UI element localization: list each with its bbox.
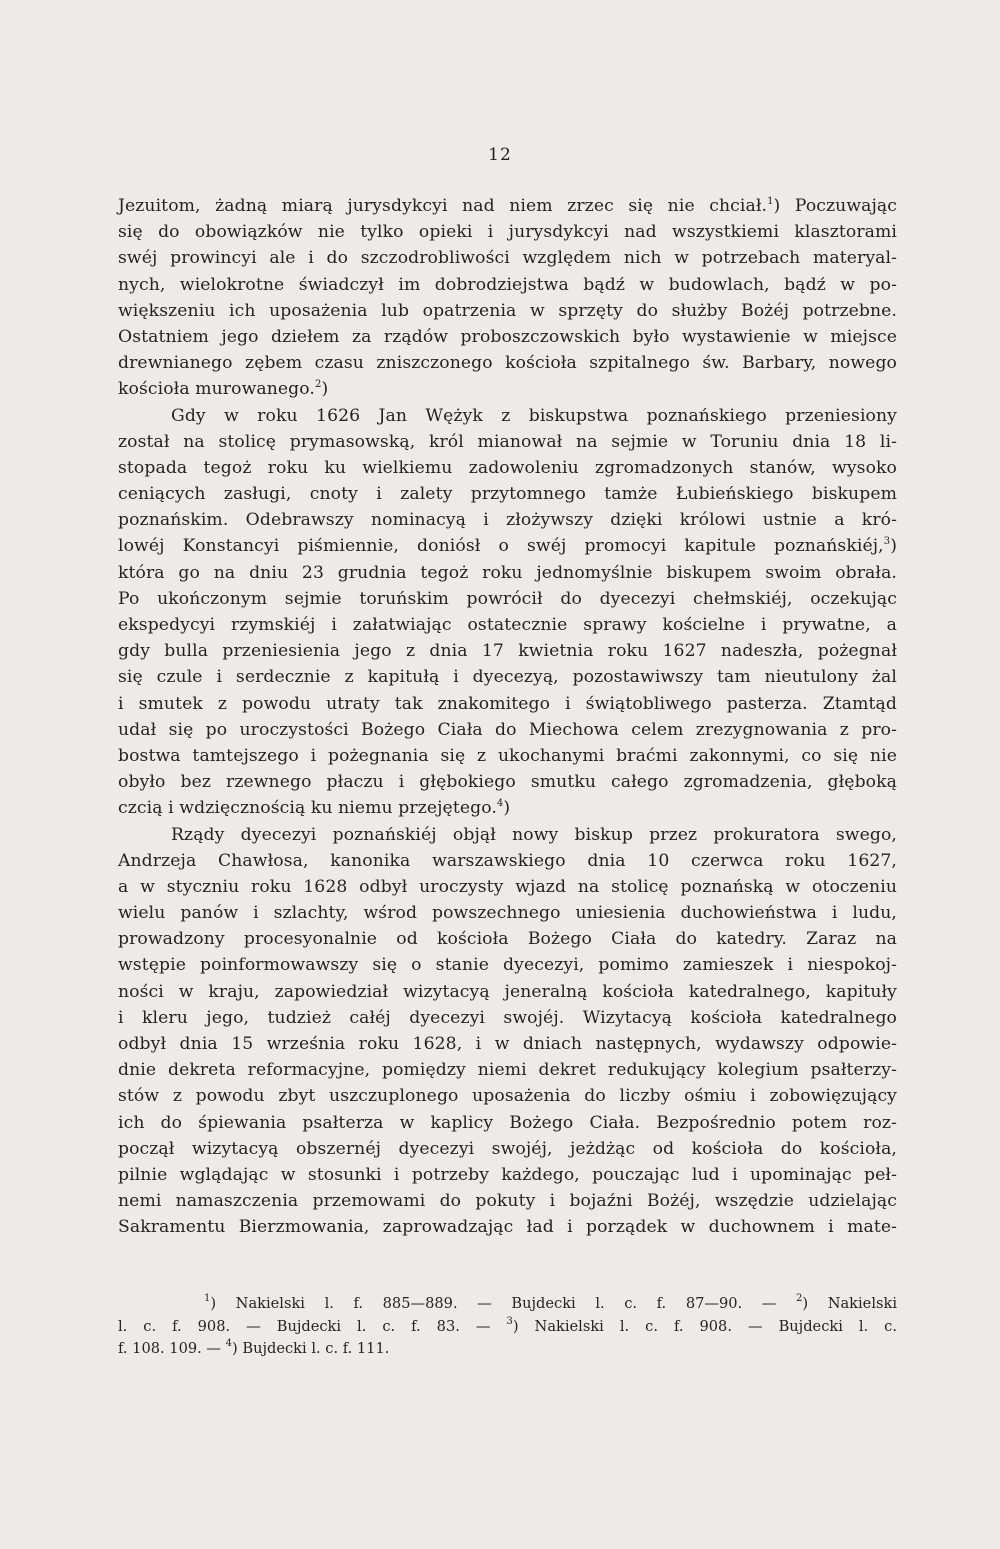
text-line bbox=[118, 350, 897, 376]
text-line bbox=[118, 245, 897, 271]
text-line-content: został na stolicę prymasowską, król mianował na sejmie w Toruniu dnia 18 li- bbox=[118, 431, 897, 452]
text-line bbox=[118, 612, 897, 638]
text-line-content: odbył dnia 15 września roku 1628, i w dniach następnych, wydawszy odpowie- bbox=[118, 1034, 897, 1054]
text-line-content: Ostatniem jego dziełem za rządów proboszczowskich było wystawienie w miejsce bbox=[118, 326, 897, 347]
text-line bbox=[118, 1083, 897, 1109]
text-line-content: się czule i serdecznie z kapitułą i dyecezyą, pozostawiwszy tam nieutulony żal bbox=[118, 667, 897, 688]
text-line bbox=[118, 769, 897, 795]
text-line-content: dnie dekreta reformacyjne, pomiędzy niemi dekret redukujący kolegium psałterzy- bbox=[118, 1060, 897, 1081]
text-line-content: pilnie wglądając w stosunki i potrzeby każdego, pouczając lud i upominając peł- bbox=[118, 1164, 897, 1185]
text-line bbox=[118, 560, 897, 586]
footnote-text: ) Bujdecki l. c. f. 111. bbox=[232, 1340, 390, 1357]
text-line-content: ceniących zasługi, cnoty i zalety przytomnego tamże Łubieńskiego biskupem bbox=[118, 484, 897, 505]
text-line bbox=[118, 900, 897, 926]
text-line-content: wielu panów i szlachty, wśrod powszechnego uniesienia duchowieństwa i ludu, bbox=[118, 903, 897, 924]
text-line-content: stopada tegoż roku ku wielkiemu zadowoleniu zgromadzonych stanów, wysoko bbox=[118, 457, 897, 478]
text-line-content: ności w kraju, zapowiedział wizytacyą jeneralną kościoła katedralnego, kapituły bbox=[118, 981, 897, 1002]
text-line bbox=[118, 717, 897, 743]
footnote-number: 1 bbox=[204, 1293, 211, 1304]
footnote-ref: 3 bbox=[883, 536, 891, 548]
text-line-content: udał się po uroczystości Bożego Ciała do Miechowa celem zrezygnowania z pro- bbox=[118, 719, 897, 740]
text-line-content: drewnianego zębem czasu zniszczonego kościoła szpitalnego św. Barbary, nowego bbox=[118, 353, 897, 374]
footnotes bbox=[118, 1293, 897, 1361]
text-line-content: ich do śpiewania psałterza w kaplicy Bożego Ciała. Bezpośrednio potem roz- bbox=[118, 1112, 897, 1133]
text-line bbox=[118, 638, 897, 664]
text-line bbox=[118, 822, 897, 848]
text-line-content: Rządy dyecezyi poznańskiéj objął nowy biskup przez prokuratora swego, bbox=[171, 824, 897, 845]
text-line bbox=[118, 979, 897, 1005]
text-line-tail: ) bbox=[890, 536, 897, 557]
text-line bbox=[118, 1136, 897, 1162]
text-line bbox=[118, 1031, 897, 1057]
footnote-text: f. 108. 109. — bbox=[118, 1340, 226, 1357]
text-line bbox=[118, 926, 897, 952]
text-line bbox=[118, 1214, 897, 1240]
text-line-content: swéj prowincyi ale i do szczodrobliwości względem nich w potrzebach materyal- bbox=[118, 248, 897, 269]
text-line bbox=[118, 507, 897, 533]
text-line-content: bostwa tamtejszego i pożegnania się z ukochanymi braćmi zakonnymi, co się nie bbox=[118, 745, 897, 766]
text-line-content: lowéj Konstancyi piśmiennie, doniósł o swéj promocyi kapitule poznańskiéj, bbox=[118, 536, 884, 557]
text-line-content: stów z powodu zbyt uszczuplonego uposażenia do liczby ośmiu i zobowięzujący bbox=[118, 1086, 897, 1107]
text-line bbox=[118, 664, 897, 690]
footnote-number: 4 bbox=[225, 1338, 233, 1349]
footnote-ref: 1 bbox=[767, 196, 774, 207]
text-line bbox=[118, 533, 897, 559]
text-line-content: się do obowiązków nie tylko opieki i jurysdykcyi nad wszystkiemi klasztorami bbox=[118, 222, 897, 243]
text-line bbox=[118, 1162, 897, 1188]
text-line-content: wstępie poinformowawszy się o stanie dyecezyi, pomimo zamieszek i niespokoj- bbox=[118, 955, 897, 976]
text-line-content: a w styczniu roku 1628 odbył uroczysty wjazd na stolicę poznańską w otoczeniu bbox=[118, 876, 897, 897]
text-line bbox=[118, 298, 897, 324]
text-line-content: Gdy w roku 1626 Jan Wężyk z biskupstwa poznańskiego przeniesiony bbox=[171, 405, 897, 426]
text-line bbox=[118, 324, 897, 350]
text-line bbox=[118, 848, 897, 874]
text-line-content: Andrzeja Chawłosa, kanonika warszawskiego dnia 10 czerwca roku 1627, bbox=[118, 850, 897, 871]
body-text bbox=[118, 193, 897, 1241]
text-line bbox=[118, 1188, 897, 1214]
text-line-tail: ) bbox=[321, 379, 329, 400]
footnote-text: ) Nakielski bbox=[802, 1295, 897, 1312]
text-line-content: nych, wielokrotne świadczył im dobrodziejstwa bądź w budowlach, bądź w po- bbox=[118, 274, 897, 295]
text-line bbox=[118, 376, 897, 402]
text-line bbox=[118, 1057, 897, 1083]
text-line-content: Sakramentu Bierzmowania, zaprowadzając ład i porządek w duchownem i mate- bbox=[118, 1217, 897, 1238]
footnote-number: 3 bbox=[506, 1315, 513, 1327]
text-line bbox=[118, 691, 897, 717]
text-line-tail: ) bbox=[503, 798, 511, 819]
text-line-content: nemi namaszczenia przemowami do pokuty i bojaźni Bożéj, wszędzie udzielając bbox=[118, 1191, 897, 1212]
text-line bbox=[118, 1005, 897, 1031]
text-line-content: począł wizytacyą obszernéj dyecezyi swojéj, jeżdżąc od kościoła do kościoła, bbox=[118, 1138, 897, 1159]
footnote-line bbox=[118, 1338, 897, 1361]
page-number: 12 bbox=[488, 145, 512, 165]
text-line-content: obyło bez rzewnego płaczu i głębokiego smutku całego zgromadzenia, głęboką bbox=[118, 772, 897, 793]
text-line bbox=[118, 481, 897, 507]
text-line bbox=[118, 193, 897, 219]
text-line bbox=[118, 795, 897, 821]
text-line bbox=[118, 1110, 897, 1136]
text-line-content: kościoła murowanego. bbox=[118, 379, 315, 400]
text-line bbox=[118, 874, 897, 900]
footnote-text: ) Nakielski l. f. 885—889. — Bujdecki l. c. f. 87—90. — bbox=[210, 1295, 797, 1312]
text-line-content: prowadzony procesyonalnie od kościoła Bożego Ciała do katedry. Zaraz na bbox=[118, 929, 897, 950]
text-line-content: czcią i wdzięcznością ku niemu przejętego. bbox=[118, 798, 497, 819]
text-line bbox=[118, 272, 897, 298]
text-line-content: większeniu ich uposażenia lub opatrzenia w sprzęty do służby Bożéj potrzebne. bbox=[118, 300, 897, 321]
footnote-line bbox=[118, 1316, 897, 1339]
text-line-content: która go na dniu 23 grudnia tegoż roku jednomyślnie biskupem swoim obrała. bbox=[118, 562, 897, 583]
footnote-ref: 4 bbox=[496, 798, 504, 810]
footnote-text: l. c. f. 908. — Bujdecki l. c. f. 83. — bbox=[118, 1317, 507, 1335]
text-line-content: ekspedycyi rzymskiéj i załatwiając ostatecznie sprawy kościelne i prywatne, a bbox=[118, 615, 897, 635]
text-line-tail: ) Poczuwając bbox=[773, 196, 897, 216]
text-line-content: poznańskim. Odebrawszy nominacyą i złożywszy dzięki królowi ustnie a kró- bbox=[118, 510, 897, 531]
text-line-content: Po ukończonym sejmie toruńskim powrócił do dyecezyi chełmskiéj, oczekując bbox=[118, 588, 897, 609]
text-line bbox=[118, 455, 897, 481]
text-line bbox=[118, 586, 897, 612]
footnote-line bbox=[118, 1293, 897, 1316]
text-line-content: i kleru jego, tudzież całéj dyecezyi swojéj. Wizytacyą kościoła katedralnego bbox=[118, 1007, 897, 1028]
footnote-number: 2 bbox=[796, 1293, 803, 1304]
text-line-content: Jezuitom, żadną miarą jurysdykcyi nad niem zrzec się nie chciał. bbox=[118, 196, 768, 216]
text-line bbox=[118, 743, 897, 769]
text-line-content: gdy bulla przeniesienia jego z dnia 17 kwietnia roku 1627 nadeszła, pożegnał bbox=[118, 641, 897, 662]
text-line bbox=[118, 429, 897, 455]
footnote-text: ) Nakielski l. c. f. 908. — Bujdecki l. c. bbox=[512, 1317, 897, 1335]
text-line-content: i smutek z powodu utraty tak znakomitego i świątobliwego pasterza. Ztamtąd bbox=[118, 693, 897, 714]
text-line bbox=[118, 219, 897, 245]
footnote-ref: 2 bbox=[314, 379, 322, 391]
text-line bbox=[118, 952, 897, 978]
text-line bbox=[118, 403, 897, 429]
